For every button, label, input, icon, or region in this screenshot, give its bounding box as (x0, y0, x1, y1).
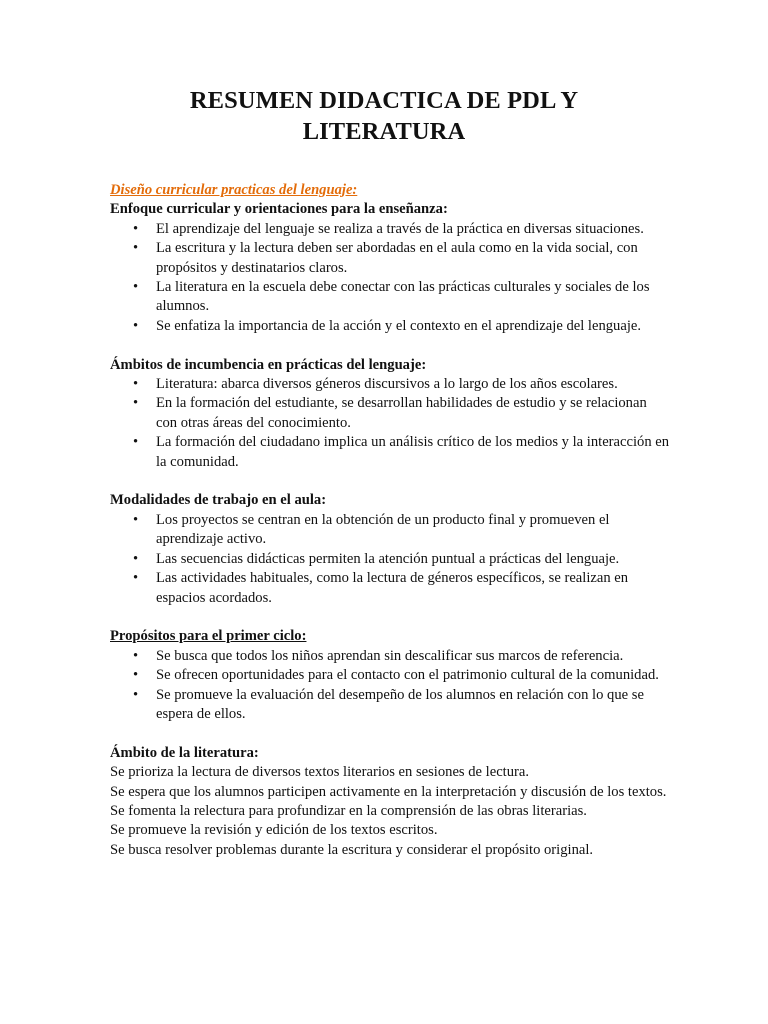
paragraph: Se busca resolver problemas durante la escritura y considerar el propósito original. (110, 841, 594, 858)
paragraph: Se fomenta la relectura para profundizar en la comprensión de las obras literarias. (110, 802, 587, 819)
section-ambitos (110, 356, 670, 472)
bullet-list (110, 220, 670, 336)
spacer (110, 724, 670, 743)
list-item: • Las secuencias didácticas permiten la atención puntual a prácticas del lenguaje. (156, 550, 670, 569)
list-item: • La formación del ciudadano implica un análisis crítico de los medios y la interacción en la comunidad. (156, 433, 670, 472)
list-item: • Se enfatiza la importancia de la acción y el contexto en el aprendizaje del lenguaje. (156, 317, 670, 336)
list-item: • Los proyectos se centran en la obtención de un producto final y promueven el aprendizaje activo. (156, 511, 670, 550)
section-heading: Ámbito de la literatura: (110, 744, 259, 761)
list-item: • Se ofrecen oportunidades para el contacto con el patrimonio cultural de la comunidad. (156, 666, 670, 685)
section-heading: Propósitos para el primer ciclo: (110, 628, 307, 645)
bullet-list (110, 375, 670, 472)
document-body (110, 181, 670, 860)
section-heading: Modalidades de trabajo en el aula: (110, 492, 327, 509)
list-item: • Se promueve la evaluación del desempeño de los alumnos en relación con lo que se espera de ellos. (156, 686, 670, 725)
list-item: • En la formación del estudiante, se desarrollan habilidades de estudio y se relacionan con otras áreas del conocimiento. (156, 394, 670, 433)
document-title: RESUMEN DIDACTICA DE PDL Y LITERATURA (189, 87, 579, 145)
section-heading: Ámbitos de incumbencia en prácticas del lenguaje: (110, 356, 427, 373)
paragraph: Se prioriza la lectura de diversos textos literarios en sesiones de lectura. (110, 764, 530, 781)
spacer (110, 608, 670, 627)
section-propositos (110, 627, 670, 724)
section-enfoque (110, 200, 670, 336)
list-item: • Literatura: abarca diversos géneros discursivos a lo largo de los años escolares. (156, 375, 670, 394)
section-literatura (110, 744, 670, 860)
list-item: • Las actividades habituales, como la lectura de géneros específicos, se realizan en espacios acordados. (156, 569, 670, 608)
paragraph: Se espera que los alumnos participen activamente en la interpretación y discusión de los textos. (110, 783, 667, 800)
bullet-list (110, 647, 670, 725)
section-heading: Enfoque curricular y orientaciones para la enseñanza: (110, 201, 448, 218)
list-item: • La escritura y la lectura deben ser abordadas en el aula como en la vida social, con propósitos y destinatarios claros. (156, 239, 670, 278)
paragraph: Se promueve la revisión y edición de los textos escritos. (110, 822, 438, 839)
list-item: • La literatura en la escuela debe conectar con las prácticas culturales y sociales de los alumnos. (156, 278, 670, 317)
spacer (110, 336, 670, 355)
list-item: • El aprendizaje del lenguaje se realiza a través de la práctica en diversas situaciones. (156, 220, 670, 239)
bullet-list (110, 511, 670, 608)
spacer (110, 472, 670, 491)
list-item: • Se busca que todos los niños aprendan sin descalificar sus marcos de referencia. (156, 647, 670, 666)
section-modalidades (110, 491, 670, 607)
document-subtitle: Diseño curricular practicas del lenguaje: (110, 182, 358, 198)
